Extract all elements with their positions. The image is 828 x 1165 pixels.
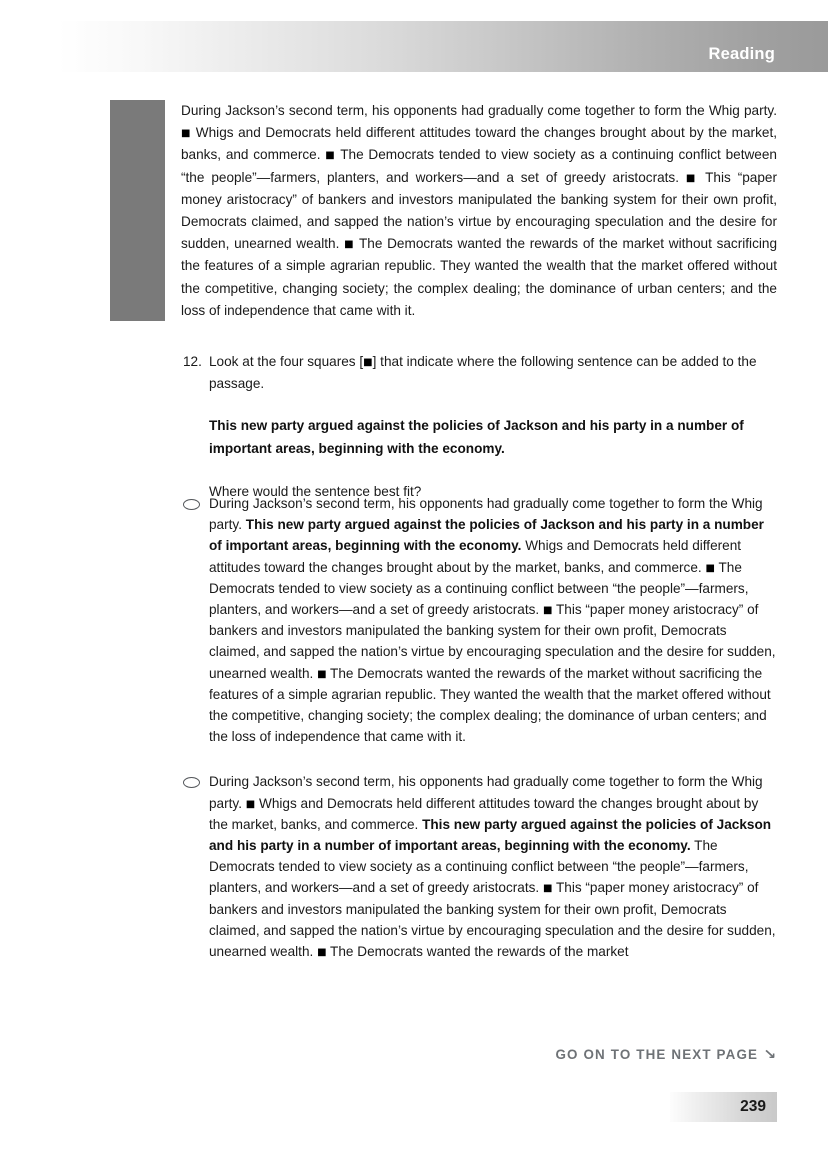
answer-option-2[interactable] bbox=[183, 771, 777, 962]
insert-square-icon: ■ bbox=[542, 605, 553, 617]
page-title: Reading bbox=[708, 45, 775, 63]
radio-bullet-2-wrap[interactable] bbox=[183, 771, 209, 788]
reading-passage bbox=[110, 100, 777, 322]
answer-option-2-text: During Jackson’s second term, his opponents had gradually come together to form the Whig party. ■ Whigs and Democrats held different attitudes toward the changes brought about by the market, banks, and commerce. This new party argued against the policies of Jackson and his party in a number of important areas, beginning with the economy. The Democrats tended to view society as a continuing conflict between “the people”—farmers, planters, and workers—and a set of greedy aristocrats. ■ This “paper money aristocracy” of bankers and investors manipulated the banking system for their own profit, Democrats claimed, and sapped the nation’s virtue by encouraging speculation and the desire for sudden, unearned wealth. ■ The Democrats wanted the rewards of the market bbox=[209, 774, 776, 960]
passage-side-marker bbox=[110, 100, 165, 321]
question-stem-row bbox=[183, 351, 777, 395]
oval-radio-icon[interactable] bbox=[183, 777, 200, 788]
question-stem: Look at the four squares [■] that indicate where the following sentence can be added to the passage. bbox=[209, 354, 757, 392]
insert-square-icon: ■ bbox=[325, 150, 336, 162]
question-prompt: Where would the sentence best fit? bbox=[209, 484, 422, 500]
answer-options-list bbox=[183, 493, 777, 986]
insert-square-icon: ■ bbox=[363, 357, 373, 368]
oval-radio-icon[interactable] bbox=[183, 499, 200, 510]
inserted-sentence: This new party argued against the policies of Jackson and his party in a number of important areas, beginning with the economy. bbox=[209, 418, 744, 456]
insert-square-icon: ■ bbox=[344, 239, 355, 251]
page-header-band bbox=[0, 21, 828, 72]
radio-bullet-1-wrap[interactable] bbox=[183, 493, 209, 510]
page-number: 239 bbox=[740, 1098, 766, 1115]
insert-square-icon: ■ bbox=[542, 883, 553, 895]
page-number-box bbox=[670, 1092, 777, 1122]
insert-square-icon: ■ bbox=[245, 798, 256, 810]
insert-square-icon: ■ bbox=[705, 562, 715, 574]
insert-square-icon: ■ bbox=[317, 668, 327, 680]
question-block bbox=[183, 351, 777, 503]
go-on-next-page-label: GO ON TO THE NEXT PAGE bbox=[555, 1047, 759, 1062]
answer-option-1-text: During Jackson’s second term, his opponents had gradually come together to form the Whig party. This new party argued against the policies of Jackson and his party in a number of important areas, beginning with the economy. Whigs and Democrats held different attitudes toward the changes brought about by the market, banks, and commerce. ■ The Democrats tended to view society as a continuing conflict between “the people”—farmers, planters, and workers—and a set of greedy aristocrats. ■ This “paper money aristocracy” of bankers and investors manipulated the banking system for their own profit, Democrats claimed, and sapped the nation’s virtue by encouraging speculation and the desire for sudden, unearned wealth. ■ The Democrats wanted the rewards of the market without sacrificing the features of a simple agrarian republic. They wanted the wealth that the market offered without the competitive, changing society; the complex dealing; the dominance of urban centers; and the loss of independence that came with it. bbox=[209, 496, 776, 745]
insert-square-icon: ■ bbox=[685, 172, 699, 184]
next-page-arrow-icon: ↘ bbox=[763, 1047, 778, 1063]
question-number: 12. bbox=[183, 354, 202, 369]
go-on-next-page-note bbox=[555, 1047, 777, 1063]
passage-text: During Jackson’s second term, his opponents had gradually come together to form the Whig party. ■ Whigs and Democrats held different attitudes toward the changes brought about by the market, banks, and commerce. ■ The Democrats tended to view society as a continuing conflict between “the people”—farmers, planters, and workers—and a set of greedy aristocrats. ■ This “paper money aristocracy” of bankers and investors manipulated the banking system for their own profit, Democrats claimed, and sapped the nation’s virtue by encouraging speculation and the desire for sudden, unearned wealth. ■ The Democrats wanted the rewards of the market without sacrificing the features of a simple agrarian republic. They wanted the wealth that the market offered without the competitive, changing society; the complex dealing; the dominance of urban centers; and the loss of independence that came with it. bbox=[181, 103, 778, 318]
insert-square-icon: ■ bbox=[317, 947, 327, 959]
insert-square-icon: ■ bbox=[181, 128, 192, 140]
answer-option-1[interactable] bbox=[183, 493, 777, 747]
